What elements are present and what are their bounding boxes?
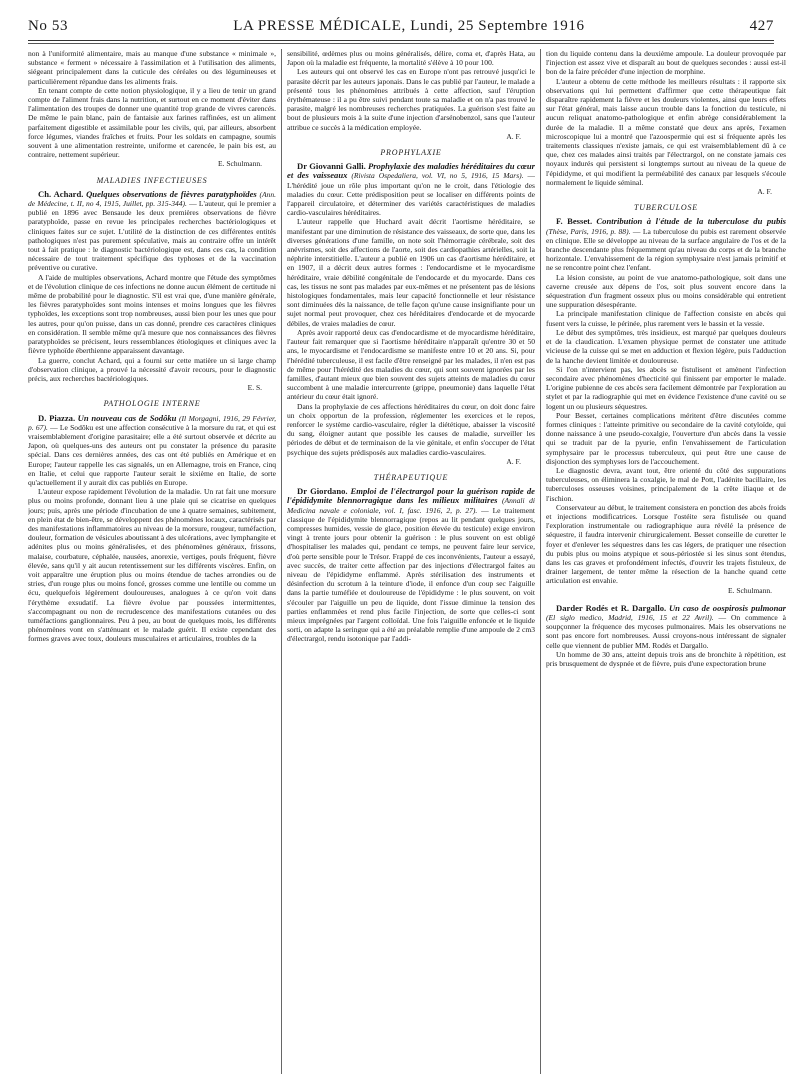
article-source: (Annali di Medicina navale e coloniale, vol. I, fasc. 1916, 2, p. 27).	[287, 496, 535, 515]
paragraph: La guerre, conclut Achard, qui a fourni sur cette matière un si large champ d'observation clinique, a prouvé la nécessité d'avoir recours, pour le diagnostic précis, aux recherches bactériologiques.	[28, 355, 276, 383]
column-3	[546, 49, 786, 1079]
article-intro	[546, 217, 786, 272]
article-intro	[287, 162, 535, 217]
paragraph: sensibilité, œdèmes plus ou moins généralisés, délire, coma et, d'après Hata, au Japon où la maladie est fréquente, la mortalité s'élève à 10 pour 100.	[287, 49, 535, 68]
article-text: — L'auteur, qui le premier a publié en 1896 avec Bensaude les deux premières observations de fièvre paratyphoïde, passe en revue les principales recherches bactériologiques et cliniques faites sur ce sujet. L'utilité de la distinction de ces différentes entités pathologiques n'est pas purement spéculative, mais au contraire offre un intérêt tout à fait pratique : le diagnostic bactériologique est, dans ces cas, la condition nécessaire de tout traitement spécifique des typhoses et de la vaccination préventive ou curative.	[28, 199, 276, 273]
article-title: Un caso de oospirosis pulmonar	[668, 602, 786, 613]
section-heading: PATHOLOGIE INTERNE	[103, 399, 201, 409]
paragraph: En tenant compte de cette notion physiologique, il y a lieu de tenir un grand compte de l'aliment frais dans la nutrition, et surtout en ce moment d'éviter dans l'alimentation des troupes de donner une quantité trop grande de vivres carencés. De même le pain blanc, pain de fantaisie aux farines raffinées, est un aliment parfaitement digestible et assimilable pour les civils, qui, par ailleurs, absorbent force légumes, viandes fraîches et fruits. Pour les soldats en campagne, soumis souvent à une alimentation restreinte, uniforme et carencée, le pain bis est, au contraire, nettement supérieur.	[28, 85, 276, 160]
signature: E. Schulmann.	[728, 585, 772, 595]
paragraph: Le début des symptômes, très insidieux, est marqué par quelques douleurs et de la claudication. L'examen physique permet de constater une attitude vicieuse de la cuisse qui se met en adduction et flexion légère, puis l'adduction de la hanche devient limitée et douloureuse.	[546, 327, 786, 365]
paragraph: Après avoir rapporté deux cas d'endocardisme et de myocardisme héréditaire, l'auteur fait remarquer que si l'aortisme héréditaire n'apparaît qu'entre 30 et 50 ans, le myocardisme et l'endocardisme se manifeste entre 10 et 20 ans. Si, pour l'hérédité tuberculeuse, il est facile d'être renseigné par les malades, il n'en est pas de même pour l'hérédité des maladies du cœur, qui sont souvent ignorées par les familles, d'autant mieux que bien souvent des sujets atteints de maladies du cœur succombent à une maladie intercurrente (grippe, pneumonie) dans laquelle l'état antérieur du cœur était ignoré.	[287, 327, 535, 402]
article-text: — Le Sodôku est une affection consécutive à la morsure du rat, et qui est vraisemblablement d'origine parasitaire; elle a été surtout observée et décrite au Japon, où quelques-uns des auteurs ont pu constater la présence du parasite spécial. Dans ces dernières années, des cas ont été publiés en Amérique et en Europe; l'auteur rappelle les cas signalés, un en Allemagne, trois en France, cinq en Italie, et celui que rapporte l'auteur serait le sixième en Italie, de sorte qu'actuellement il y aurait dix cas publiés en Europe.	[28, 422, 276, 487]
article-source: (Ann. de Médecine, t. II, no 4, 1915, Juillet, pp. 315-344).	[28, 189, 276, 209]
column-1	[28, 49, 276, 1079]
article-author: Dr Giovanni Galli.	[297, 161, 366, 172]
article-title: Contribution à l'étude de la tuberculose du pubis	[596, 216, 786, 227]
column-divider	[540, 49, 541, 1074]
article-title: Un nouveau cas de Sodôku	[77, 412, 177, 423]
signature: E. Schulmann.	[218, 159, 262, 169]
article-title: Emploi de l'électrargol pour la guérison rapide de l'épididymite blennorragique dans les milieux militaires	[287, 486, 535, 506]
article-text: — On commence à soupçonner la fréquence des mycoses pulmonaires. Mais les observations ne sont pas encore fort nombreuses. Aussi croyons-nous intéressant de signaler celle que viennent de publier MM. Rodés et Dargallo.	[546, 612, 786, 650]
page-header	[28, 18, 774, 40]
article-intro	[28, 414, 276, 488]
section-heading: THÉRAPEUTIQUE	[373, 472, 449, 482]
article-author: Dr Giordano.	[297, 486, 348, 497]
article-source: (Thèse, Paris, 1916, p. 88).	[546, 226, 631, 236]
header-rule-thin	[28, 43, 774, 44]
signature: A. F.	[757, 187, 772, 197]
paragraph: Un homme de 30 ans, atteint depuis trois ans de bronchite à répétition, est pris brusquement de dyspnée et de fièvre, puis d'une expectoration brune	[546, 649, 786, 668]
journal-title: LA PRESSE MÉDICALE, Lundi, 25 Septembre 1916	[233, 18, 585, 34]
paragraph: Pour Besset, certaines complications méritent d'être discutées comme formes cliniques : l'atteinte primitive ou secondaire de la cavité cotyloïde, qui donne naissance à une pseudo-coxalgie, l'ouverture d'un abcès dans la vessie qui se traduit par de la pyurie, enfin l'envahissement de l'articulation symphysaire par le processus tuberculeux, qui peut être une cause de disjonction des symphyses lors de l'accouchement.	[546, 410, 786, 466]
signature: A. F.	[506, 131, 521, 141]
signature: E. S.	[247, 383, 262, 393]
header-rule	[28, 40, 774, 41]
signature: A. F.	[506, 456, 521, 466]
article-author: F. Besset.	[556, 216, 593, 227]
paragraph: Les auteurs qui ont observé les cas en Europe n'ont pas retrouvé jusqu'ici le parasite décrit par les auteurs japonais. Dans le cas publié par l'auteur, le malade a présenté tous les phénomènes attribués à cette affection, sauf l'éruption érythémateuse : il a pu être suivi pendant toute sa maladie et on n'a pas trouvé le parasite, malgré les nombreuses recherches pratiquées. La guérison s'est faite au bout de plusieurs mois à la suite d'une injection d'arsénobenzol, sans que l'auteur attribue ce succès à la médication employée.	[287, 67, 535, 132]
paragraph: A l'aide de multiples observations, Achard montre que l'étude des symptômes et de l'évolution clinique de ces infections ne donne aucun élément de certitude ni même de probabilité pour le diagnostic. S'il est vrai que, d'une manière générale, les fièvres paratyphoïdes sont moins intenses et moins longues que les fièvres typhoïdes, les exceptions sont trop nombreuses, aussi bien pour les unes que pour les autres, pour qu'on puisse, dans un cas donné, prendre ces caractères cliniques en considération. Il semble même qu'à mesure que nos connaissances des fièvres paratyphoïdes se précisent, leurs ressemblances étiologiques et cliniques avec la fièvre typhoïde éberthienne apparaissent davantage.	[28, 272, 276, 356]
section-heading: TUBERCULOSE	[634, 203, 698, 213]
article-intro	[287, 487, 535, 643]
section-heading: MALADIES INFECTIEUSES	[96, 175, 208, 185]
column-2	[287, 49, 535, 1079]
article-source: (Il Morgagni, 1916, 29 Février, p. 67).	[28, 413, 276, 432]
article-intro	[546, 604, 786, 650]
paragraph: tion du liquide contenu dans la deuxième ampoule. La douleur provoquée par l'injection est assez vive et disparaît au bout de quelques secondes : aussi est-il bon de la faire précéder d'une injection de morphine.	[546, 49, 786, 77]
article-intro	[28, 190, 276, 273]
paragraph: Le diagnostic devra, avant tout, être orienté du côté des suppurations tuberculeuses, on éliminera la coxalgie, le mal de Pott, l'adénite bacillaire, les tuberculoses osseuses voisines, principalement de la crête iliaque et de l'ischion.	[546, 465, 786, 503]
paragraph: Conservateur au début, le traitement consistera en ponction des abcès froids et injections modificatrices. Lorsque l'ostéite sera fistulisée ou quand l'exploration instrumentale ou radiographique aura révélé la présence de séquestre, il faudra intervenir chirurgicalement. Besset conseille de curetter le foyer et d'enlever les séquestres dans les cas légers, de pratiquer une résection du pubis plus ou moins atypique et sous-périostée si les sinus sont étendus, dans les cas graves et profondément infectés, d'ouvrir les trajets fistuleux, de drainer largement, de tenter même la résection de la hanche quand cette articulation est envahie.	[546, 502, 786, 586]
column-divider	[281, 49, 282, 1074]
paragraph: L'auteur a obtenu de cette méthode les meilleurs résultats : il rapporte six observations qui lui permettent d'affirmer que cette thérapeutique fait disparaître rapidement la fièvre et les douleurs violentes, ainsi que leurs effets sur l'état général, mais laisse aucun trouble dans la fonction du testicule, ni aucun reliquat anatomo-pathologique et enfin abrège considérablement la durée de la maladie. Il a même constaté que deux ans après, l'examen microscopique lui a montré que l'azoospermie qui est si fréquente après les traitements classiques n'existe jamais, ce qui est vraisemblablement dû à ce que, chez ces malades ainsi traités par l'électrargol, on ne constate jamais ces noyaux indurés qui persistent si longtemps surtout au niveau de la queue de l'épididyme, et qui modifient la perméabilité des canaux par lesquels s'écoule normalement le liquide séminal.	[546, 76, 786, 187]
article-source: (El siglo medico, Madrid, 1916, 15 et 22 Avril).	[546, 612, 714, 622]
paragraph: non à l'uniformité alimentaire, mais au manque d'une substance « minimale », substance « ferment » nécessaire à l'assimilation et à l'utilisation des aliments, siégeant principalement dans la cuticule des céréales ou des légumineuses et particulièrement répandue dans les aliments frais.	[28, 49, 276, 86]
article-text: — La tuberculose du pubis est rarement observée en clinique. Elle se développe au niveau de la surface angulaire de l'os et de la branche descendante plus fréquemment qu'au niveau du corps et de la branche horizontale. L'envahissement de la région symphysaire n'est jamais primitif et ne se rencontre point chez l'enfant.	[546, 226, 786, 273]
paragraph: La lésion consiste, au point de vue anatomo-pathologique, soit dans une caverne creusée aux dépens de l'os, soit plus souvent encore dans la séquestration d'un fragment osseux plus ou moins considérable qui entretient une suppuration désespérante.	[546, 272, 786, 310]
article-text: — L'hérédité joue un rôle plus important qu'on ne le croit, dans l'étiologie des maladies du cœur. Cette prédisposition peut se localiser en différents points de l'appareil circulatoire, et déterminer des variétés caractéristiques de maladies cardio-vasculaires héréditaires.	[287, 171, 535, 218]
article-source: (Rivista Ospedaliera, vol. VI, no 5, 1916, 15 Mars).	[351, 171, 524, 181]
paragraph: L'auteur expose rapidement l'évolution de la maladie. Un rat fait une morsure plus ou moins profonde, donnant lieu à une plaie qui se cicatrise en quelques jours; puis, après une période d'incubation de une à quatre semaines, subitement, en plein état de bien-être, se développent des phénomènes locaux, caractérisés par des manifestations inflammatoires au niveau de la morsure, rougeur, tuméfaction, douleur, formation de vésicules aboutissant à des ulcérations, avec lymphangite et adénites plus ou moins généralisées, et des phénomènes généraux, frissons, malaise, courbature, céphalée, nausées, anorexie, vertiges, pouls fréquent, fièvre élevée, sans qu'il y ait aucun retentissement sur les différents viscères. Enfin, on voit apparaître une éruption plus ou moins étendue de taches arrondies ou de stries, d'un rouge plus ou moins foncé, grosses comme une lentille ou comme un écu, quelquefois légèrement douloureuses, analogues à ce qu'on voit dans l'érythème exsudatif. La fièvre évolue par poussées intermittentes, s'accompagnant ou non de recrudescence des manifestations cutanées ou des tuméfactions ganglionnaires. Peu à peu, au bout de quelques mois, les différents phénomènes vont en s'atténuant et le malade guérit. Il existe cependant des formes graves avec toux, douleurs musculaires et articulaires, troubles de la	[28, 487, 276, 644]
article-author: D. Piazza.	[38, 412, 76, 423]
issue-number: No 53	[28, 18, 69, 34]
spacer	[546, 598, 786, 602]
article-title: Prophylaxie des maladies héréditaires du cœur et des vaisseaux	[287, 161, 535, 181]
article-author: Darder Rodés et R. Dargallo.	[556, 602, 667, 613]
article-title: Quelques observations de fièvres paratyphoïdes	[86, 188, 257, 199]
section-heading: PROPHYLAXIE	[380, 148, 442, 158]
paragraph: La principale manifestation clinique de l'affection consiste en abcès qui fusent vers la cuisse, le périnée, plus rarement vers le bassin et la vessie.	[546, 309, 786, 328]
paragraph: Si l'on n'intervient pas, les abcès se fistulisent et amènent l'infection secondaire avec phénomènes d'hecticité qui finissent par emporter le malade. L'origine pubienne de ces abcès sera facilement démontrée par l'exploration au stylet et par la radiographie qui met en évidence l'existence d'une cavité ou se logent un ou plusieurs séquestres.	[546, 364, 786, 411]
page-number: 427	[749, 18, 774, 34]
article-text: — Le traitement classique de l'épididymite blennorragique (repos au lit pendant quelques jours, compresses humides, vessie de glace, position élevée du testicule) exige environ vingt à trente jours pour obtenir la guérison : le plus souvent on est obligé d'hospitaliser les malades qui, pendant ce temps, ne peuvent faire leur service, d'où perte sensible pour le Trésor. Frappé de ces inconvénients, l'auteur a essayé, avec succès, de traiter cette affection par des injections d'électrargol faites au niveau de l'épididyme enflammé. Après stérilisation des instruments et désinfection du scrotum à la teinture d'iode, il enfonce d'un coup sec l'aiguille dans la partie tuméfiée et douloureuse de l'épididyme : le plus souvent, on voit s'écouler par l'aiguille un peu de liquide, dont l'issue diminue la tension des parties enflammées et rend plus facile l'injection, de sorte que celles-ci sont mieux imprégnées par l'argent colloïdal. Une fois l'aiguille enfoncée et le liquide sorti, on adapte la seringue qui a été au préalable remplie d'une ampoule de 2 cm3 d'électrargol, rendu isotonique par l'addi-	[287, 505, 535, 644]
paragraph: L'auteur rappelle que Huchard avait décrit l'aortisme héréditaire, se manifestant par une diminution de résistance des vaisseaux, de sorte que, dans les diverses générations d'une famille, on note soit l'hémorragie cérébrale, soit des anévrismes, soit des affections de l'aorte, soit des cardiopathies artérielles, soit la néphrite interstitielle. L'auteur a publié en 1906 un cas d'aortisme héréditaire, et en 1907, il a décrit deux autres formes : l'endocardisme et le myocardisme héréditaire, vraie débilité congénitale de l'endocarde et du myocarde. Dans ces cas, les tissus ne sont pas malades par eux-mêmes et ne présentent pas de lésions histologiques fondamentales, mais leur capacité fonctionnelle et leur résistance sont diminuées dès la naissance, de telle façon qu'une cause insignifiante pour un sujet normal peut provoquer, chez ces héréditaires d'endocarde et de myocarde débiles, de vraies maladies de cœur.	[287, 217, 535, 328]
paragraph: Dans la prophylaxie de ces affections héréditaires du cœur, on doit donc faire un choix opportun de la profession, réglementer les exercices et le repos, renforcer le système cardio-vasculaire, régler la diététique, abaisser la viscosité du sang, éloigner autant que possible les causes de maladie, surveiller les périodes de début et de terminaison de la vie génitale, et enfin s'occuper de l'état psychique des sujets prédisposés aux maladies cardio-vasculaires.	[287, 401, 535, 457]
article-author: Ch. Achard.	[38, 188, 84, 199]
